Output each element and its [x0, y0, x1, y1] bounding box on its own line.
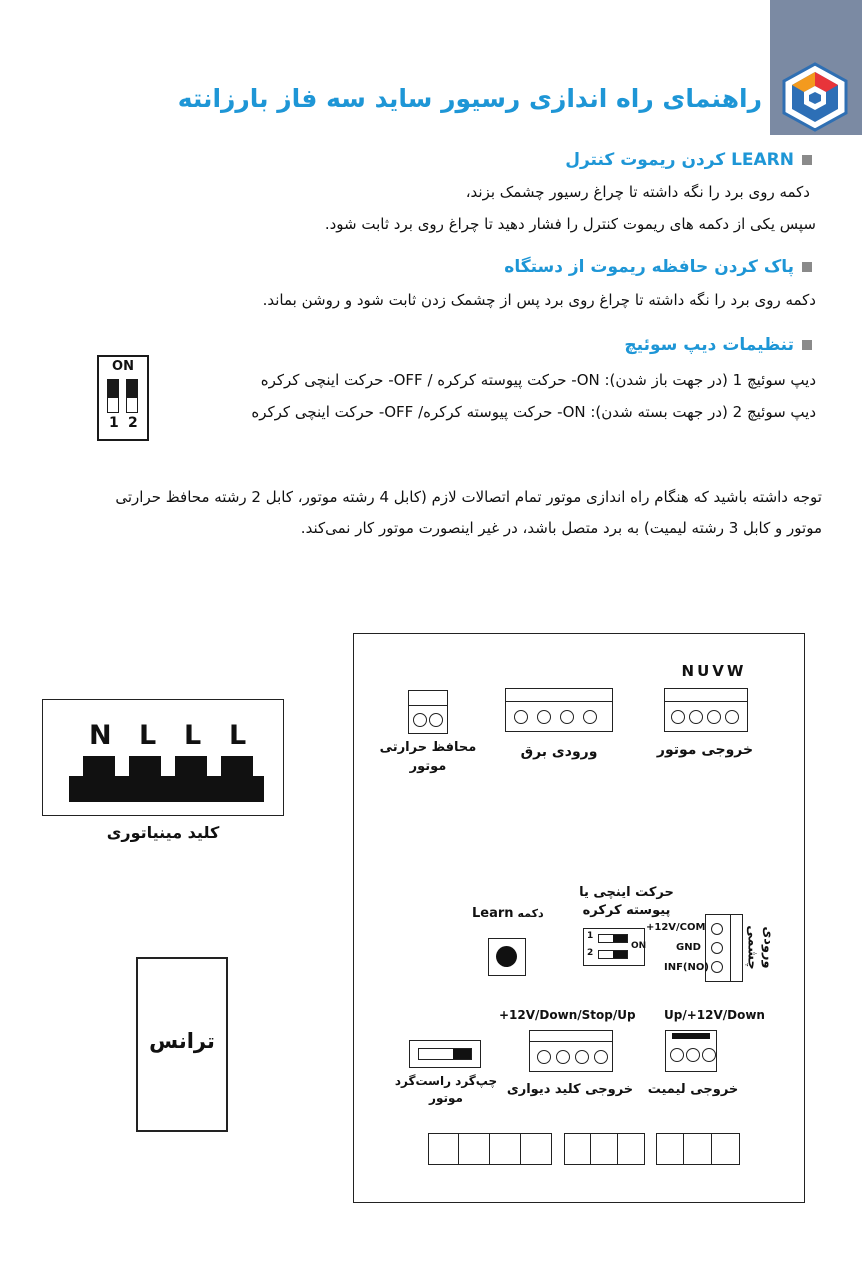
motor-direction-switch[interactable]	[409, 1040, 481, 1068]
terminal-hole-icon	[560, 710, 574, 724]
breaker-terminal-l2: L	[184, 720, 202, 751]
breaker-body-icon	[69, 756, 264, 802]
dip-switch-1	[107, 379, 119, 413]
motor-output-label: خروجی موتور	[656, 742, 754, 758]
bottom-connector-3b	[656, 1133, 740, 1165]
section-learn-line-1: دکمه روی برد را نگه داشته تا چراغ رسیور چشمک بزند،	[465, 183, 810, 201]
thermal-label-line-1: محافظ حرارتی	[379, 740, 477, 755]
terminal-hole-icon	[670, 1048, 684, 1062]
eye-sensor-label: ورودی چشمی	[744, 925, 776, 970]
board-dip-label-line-1: حرکت اینچی یا	[579, 885, 674, 900]
terminal-hole-icon	[711, 942, 723, 954]
breaker-terminal-l1: L	[139, 720, 157, 751]
board-dip-label-line-2: پیوسته کرکره	[582, 903, 671, 918]
power-input-terminal	[505, 688, 613, 732]
thermal-terminal	[408, 690, 448, 734]
breaker-terminal-l3: L	[229, 720, 247, 751]
section-heading-clear-memory: پاک کردن حافظه ریموت از دستگاه	[504, 257, 812, 277]
terminal-hole-icon	[711, 923, 723, 935]
terminal-hole-icon	[514, 710, 528, 724]
section-learn-line-2: سپس یکی از دکمه های ریموت کنترل را فشار دهید تا چراغ روی برد ثابت شود.	[324, 215, 816, 233]
brand-logo-icon	[780, 62, 850, 132]
dip-on-label: ON	[112, 359, 134, 374]
bottom-connector-3a	[564, 1133, 645, 1165]
terminal-hole-icon	[711, 961, 723, 973]
dip-number-2: 2	[128, 415, 138, 431]
terminal-hole-icon	[707, 710, 721, 724]
motor-output-terminal	[664, 688, 748, 732]
board-dip-on-label: ON	[631, 941, 647, 951]
motor-direction-label-line-2: موتور	[429, 1091, 463, 1105]
transformer-label: ترانس	[149, 1029, 215, 1053]
section-dip-line-2: دیپ سوئیچ 2 (در جهت بسته شدن): ON- حرکت پیوسته کرکره/ OFF- حرکت اینچی کرکره	[251, 403, 816, 421]
dip-number-1: 1	[109, 415, 119, 431]
bottom-connector-4	[428, 1133, 552, 1165]
terminal-hole-icon	[689, 710, 703, 724]
section-heading-learn: LEARN کردن ریموت کنترل	[565, 150, 812, 170]
wall-switch-terminal	[529, 1030, 613, 1072]
mini-breaker-label: کلید مینیاتوری	[106, 823, 220, 842]
power-input-label: ورودی برق	[520, 744, 598, 760]
motor-direction-label-line-1: چپ‌گرد راست‌گرد	[394, 1074, 498, 1088]
section-heading-dip-switch: تنظیمات دیپ سوئیچ	[624, 335, 812, 355]
learn-button-label: Learn دکمه	[472, 906, 544, 921]
terminal-hole-icon	[429, 713, 443, 727]
eye-pin-inf: INF(NO)	[664, 962, 709, 973]
terminal-hole-icon	[575, 1050, 589, 1064]
breaker-terminal-n: N	[89, 720, 112, 751]
dip-switch-icon	[97, 355, 149, 441]
wall-switch-pins: +12V/Down/Stop/Up	[499, 1008, 636, 1022]
eye-pin-gnd: GND	[676, 942, 701, 953]
terminal-hole-icon	[702, 1048, 716, 1062]
terminal-hole-icon	[537, 1050, 551, 1064]
learn-button[interactable]	[488, 938, 526, 976]
terminal-hole-icon	[413, 713, 427, 727]
thermal-label-line-2: موتور	[409, 759, 447, 774]
board-dip-number-2: 2	[587, 948, 594, 958]
terminal-hole-icon	[671, 710, 685, 724]
bullet-square-icon	[802, 155, 812, 165]
wall-switch-label: خروجی کلید دیواری	[506, 1082, 634, 1097]
wiring-note: توجه داشته باشید که هنگام راه اندازی موتور تمام اتصالات لازم (کابل 4 رشته موتور، کابل 2 رشته محافظ حرارتی موتور و کابل 3 رشته لیمیت) به برد متصل باشد، در غیر اینصورت موتور کار نمی‌کند.	[115, 488, 822, 537]
nuvw-label: NUVW	[681, 662, 747, 680]
dip-switch-2	[126, 379, 138, 413]
mini-breaker-diagram	[42, 699, 284, 816]
limit-label: خروجی لیمیت	[647, 1082, 739, 1097]
board-dip-switch	[583, 928, 645, 966]
transformer-box	[136, 957, 228, 1132]
section-clear-line-1: دکمه روی برد را نگه داشته تا چراغ روی برد پس از چشمک زدن ثابت شود و روشن بماند.	[262, 291, 816, 309]
board-dip-number-1: 1	[587, 931, 594, 941]
limit-terminal	[665, 1030, 717, 1072]
terminal-hole-icon	[686, 1048, 700, 1062]
receiver-board	[353, 633, 805, 1203]
limit-pins: Up/+12V/Down	[664, 1008, 765, 1022]
eye-pin-com: +12V/COM	[646, 922, 706, 933]
section-dip-line-1: دیپ سوئیچ 1 (در جهت باز شدن): ON- حرکت پیوسته کرکره / OFF- حرکت اینچی کرکره	[260, 371, 816, 389]
bullet-square-icon	[802, 262, 812, 272]
terminal-hole-icon	[594, 1050, 608, 1064]
bullet-square-icon	[802, 340, 812, 350]
terminal-hole-icon	[537, 710, 551, 724]
terminal-hole-icon	[556, 1050, 570, 1064]
terminal-hole-icon	[583, 710, 597, 724]
eye-sensor-terminal	[705, 914, 743, 982]
page-title: راهنمای راه اندازی رسیور ساید سه فاز بارزانته	[177, 84, 762, 113]
terminal-hole-icon	[725, 710, 739, 724]
